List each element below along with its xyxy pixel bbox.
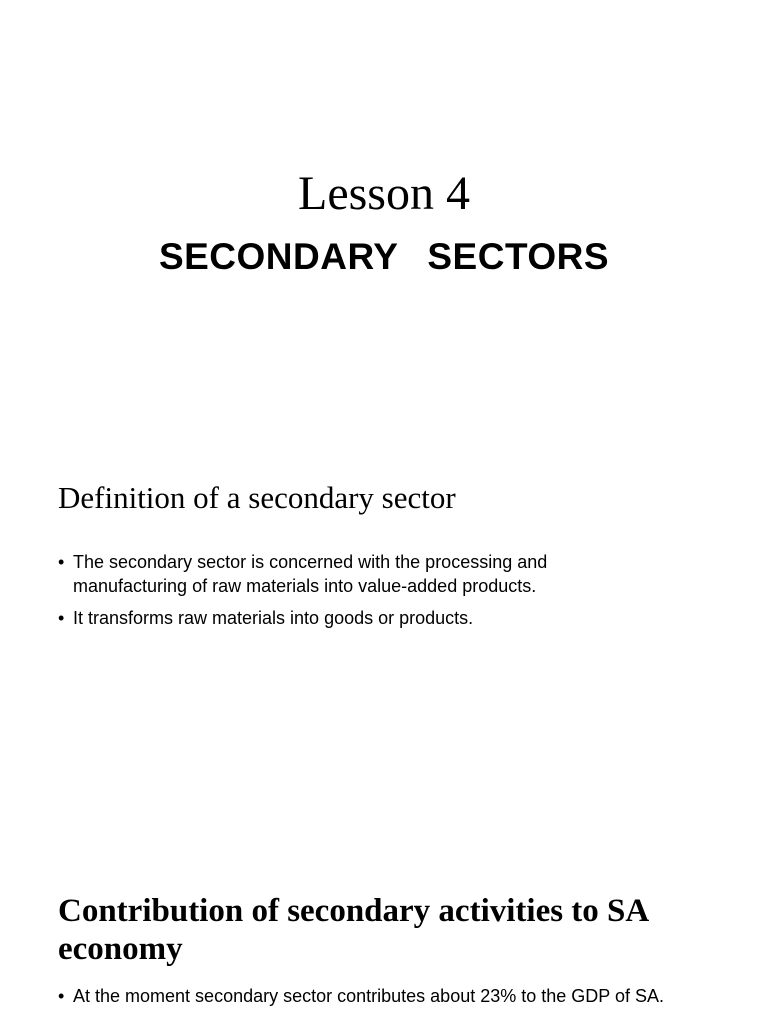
lesson-title: Lesson 4 <box>298 167 470 220</box>
contribution-heading: Contribution of secondary activities to SA economy <box>58 893 648 967</box>
definition-bullet-list <box>58 550 658 638</box>
bullet-text: It transforms raw materials into goods or products. <box>73 608 474 628</box>
bullet-item <box>58 606 658 630</box>
bullet-icon: • <box>58 552 65 572</box>
bullet-text: The secondary sector is concerned with the processing and manufacturing of raw materials into value-added products. <box>73 552 548 596</box>
bullet-item <box>58 550 658 598</box>
contribution-slide <box>0 860 768 1024</box>
bullet-icon: • <box>58 986 65 1006</box>
definition-slide <box>0 460 768 800</box>
bullet-icon: • <box>58 608 65 628</box>
title-slide <box>0 0 768 420</box>
bullet-item <box>58 984 728 1008</box>
contribution-bullet-list <box>58 984 728 1016</box>
bullet-text: At the moment secondary sector contributes about 23% to the GDP of SA. <box>73 986 664 1006</box>
definition-heading: Definition of a secondary sector <box>58 480 456 515</box>
lesson-subtitle: SECONDARY SECTORS <box>158 236 610 277</box>
